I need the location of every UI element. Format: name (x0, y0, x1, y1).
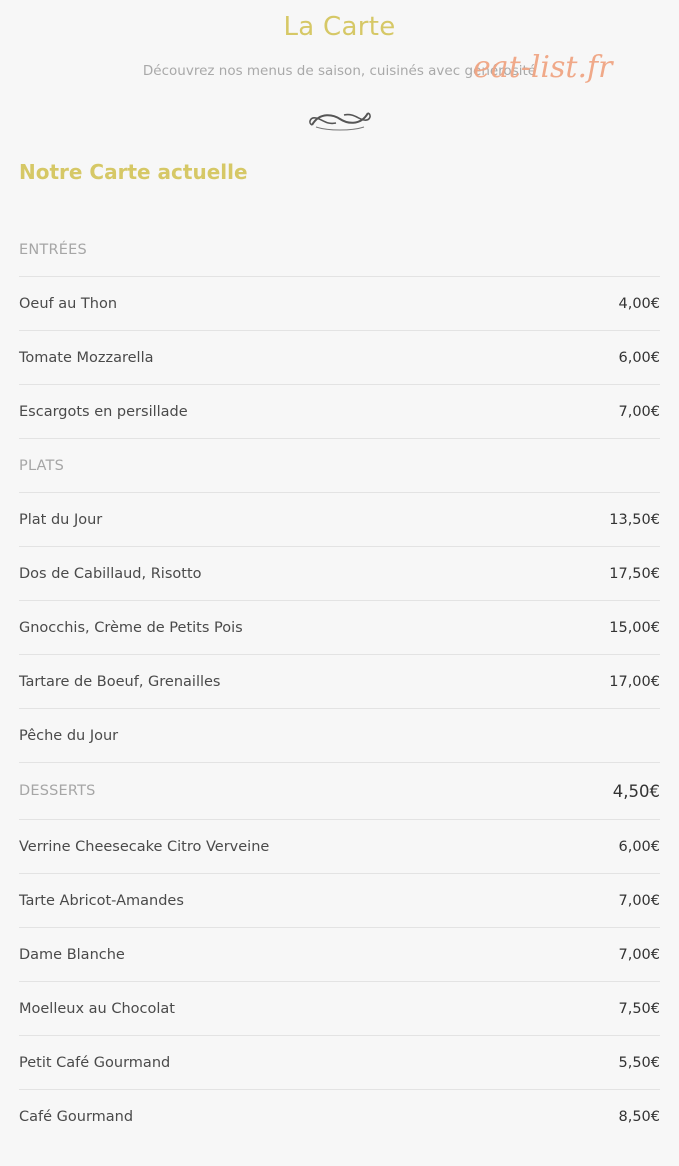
menu-item (19, 1036, 660, 1090)
menu-item (19, 1090, 660, 1143)
section-title: Notre Carte actuelle (19, 160, 248, 184)
item-price: 6,00€ (618, 349, 660, 366)
item-price: 7,00€ (618, 892, 660, 909)
menu-item (19, 601, 660, 655)
menu-list (19, 223, 660, 1143)
item-name: Tarte Abricot-Amandes (19, 892, 184, 909)
item-name: Moelleux au Chocolat (19, 1000, 175, 1017)
header (0, 0, 679, 150)
menu-item (19, 982, 660, 1036)
item-name: Pêche du Jour (19, 727, 119, 744)
category-label: PLATS (19, 457, 65, 474)
menu-item (19, 385, 660, 439)
item-price: 6,00€ (618, 838, 660, 855)
menu-item (19, 928, 660, 982)
item-name: Escargots en persillade (19, 403, 188, 420)
item-name: Plat du Jour (19, 511, 103, 528)
menu-item (19, 874, 660, 928)
item-name: Café Gourmand (19, 1108, 134, 1125)
menu-item (19, 331, 660, 385)
item-price: 17,00€ (609, 673, 660, 690)
item-price: 13,50€ (609, 511, 660, 528)
menu-item (19, 655, 660, 709)
watermark: eat-list.fr (473, 50, 613, 85)
menu-item (19, 493, 660, 547)
menu-item (19, 547, 660, 601)
category-heading-plats (19, 439, 660, 493)
item-price: 8,50€ (618, 1108, 660, 1125)
menu-item (19, 277, 660, 331)
category-heading-desserts (19, 763, 660, 820)
item-price: 17,50€ (609, 565, 660, 582)
page-title: La Carte (283, 12, 396, 42)
category-price: 4,50€ (612, 781, 660, 801)
item-name: Dame Blanche (19, 946, 125, 963)
flourish-ornament-icon (306, 105, 374, 133)
item-name: Gnocchis, Crème de Petits Pois (19, 619, 243, 636)
menu-item (19, 820, 660, 874)
item-name: Tartare de Boeuf, Grenailles (19, 673, 221, 690)
item-price: 4,00€ (618, 295, 660, 312)
item-name: Petit Café Gourmand (19, 1054, 171, 1071)
item-price: 7,00€ (618, 403, 660, 420)
item-price: 7,00€ (618, 946, 660, 963)
item-name: Tomate Mozzarella (19, 349, 154, 366)
category-label: DESSERTS (19, 783, 96, 799)
item-price: 5,50€ (618, 1054, 660, 1071)
item-name: Verrine Cheesecake Citro Verveine (19, 838, 270, 855)
category-heading-entrees (19, 223, 660, 277)
item-name: Dos de Cabillaud, Risotto (19, 565, 202, 582)
item-price: 15,00€ (609, 619, 660, 636)
page-subtitle: Découvrez nos menus de saison, cuisinés avec générosité (142, 63, 537, 79)
item-price: 7,50€ (618, 1000, 660, 1017)
category-label: ENTRÉES (19, 241, 87, 258)
menu-item (19, 709, 660, 763)
item-name: Oeuf au Thon (19, 295, 118, 312)
